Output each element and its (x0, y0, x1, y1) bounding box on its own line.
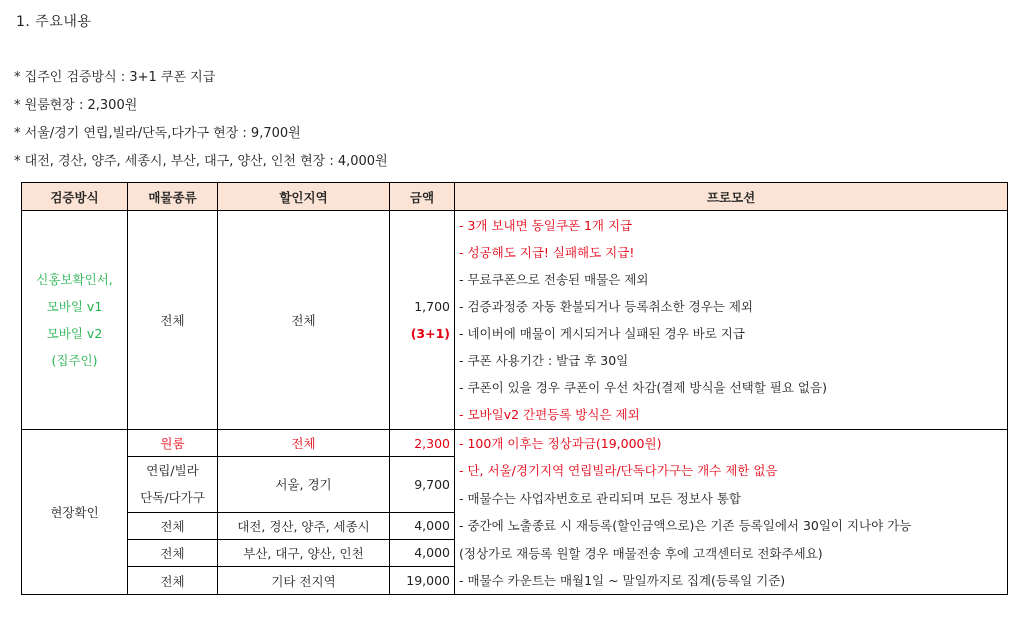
site-region-cell: 서울, 경기 (218, 457, 390, 512)
bullet-oneroom-price: * 원룸현장 : 2,300원 (14, 98, 138, 113)
header-type: 매물종류 (128, 183, 218, 211)
site-region-cell: 대전, 경산, 양주, 세종시 (218, 512, 390, 539)
owner-method-line: 신홍보확인서, (36, 272, 113, 287)
promo-line: (정상가로 재등록 원할 경우 매물전송 후에 고객센터로 전화주세요) (459, 545, 823, 561)
promo-line: - 쿠폰 사용기간 : 발급 후 30일 (459, 353, 629, 368)
site-type-cell: 전체 (128, 567, 218, 595)
site-type-cell: 원룸 (128, 430, 218, 457)
site-type-cell: 전체 (128, 539, 218, 566)
owner-region-cell: 전체 (218, 211, 390, 430)
promo-line: - 성공해도 지급! 실패해도 지급! (459, 245, 635, 260)
bullet-regional-price: * 대전, 경산, 양주, 세종시, 부산, 대구, 양산, 인천 현장 : 4,000원 (14, 154, 388, 169)
site-region-cell: 기타 전지역 (218, 567, 390, 595)
owner-row (22, 211, 1008, 430)
site-method-cell: 현장확인 (22, 430, 128, 595)
site-amount-cell: 4,000 (390, 512, 455, 539)
owner-amount: 1,700 (414, 299, 450, 314)
site-amount-cell: 2,300 (390, 430, 455, 457)
table-header-row (22, 183, 1008, 211)
site-amount-cell: 19,000 (390, 567, 455, 595)
bullet-seoul-gyeonggi-price: * 서울/경기 연립,빌라/단독,다가구 현장 : 9,700원 (14, 126, 301, 141)
owner-method-line: 모바일 v2 (46, 326, 103, 341)
header-region: 할인지역 (218, 183, 390, 211)
promo-line: - 매물수 카운트는 매월1일 ~ 말일까지로 집계(등록일 기준) (459, 572, 786, 588)
promo-line: - 단, 서울/경기지역 연립빌라/단독다가구는 개수 제한 없음 (459, 463, 778, 479)
promo-line: - 중간에 노출종료 시 재등록(할인금액으로)은 기존 등록일에서 30일이 지나야 가능 (459, 518, 912, 534)
site-region-cell: 전체 (218, 430, 390, 457)
header-method: 검증방식 (22, 183, 128, 211)
site-region-cell: 부산, 대구, 양산, 인천 (218, 539, 390, 566)
site-row-oneroom (22, 430, 1008, 457)
promo-line: - 네이버에 매물이 게시되거나 실패된 경우 바로 지급 (459, 326, 745, 341)
promo-line: - 검증과정중 자동 환불되거나 등록취소한 경우는 제외 (459, 299, 754, 314)
promo-line: - 매물수는 사업자번호로 관리되며 모든 정보사 통합 (459, 490, 741, 506)
owner-type-cell: 전체 (128, 211, 218, 430)
owner-amount-cell (390, 211, 455, 430)
summary-bullet-list (14, 67, 388, 179)
site-type-line: 단독/다가구 (140, 490, 205, 506)
header-promotion: 프로모션 (455, 183, 1008, 211)
owner-method-cell (22, 211, 128, 430)
promo-line: - 무료쿠폰으로 전송된 매물은 제외 (459, 272, 649, 287)
site-amount-cell: 9,700 (390, 457, 455, 512)
site-promotion-cell (455, 430, 1008, 595)
owner-promotion-cell (455, 211, 1008, 430)
promo-line: - 100개 이후는 정상과금(19,000원) (459, 436, 662, 451)
promo-line: - 모바일v2 간편등록 방식은 제외 (459, 407, 640, 422)
site-amount-cell: 4,000 (390, 539, 455, 566)
site-type-line: 연립/빌라 (146, 463, 199, 479)
owner-method-line: (집주인) (51, 353, 98, 368)
header-amount: 금액 (390, 183, 455, 211)
bullet-owner-verification: * 집주인 검증방식 : 3+1 쿠폰 지급 (14, 70, 216, 85)
pricing-table (21, 182, 1008, 595)
promo-line: - 쿠폰이 있을 경우 쿠폰이 우선 차감(결제 방식을 선택할 필요 없음) (459, 380, 827, 395)
site-type-cell: 전체 (128, 512, 218, 539)
promo-line: - 3개 보내면 동일쿠폰 1개 지급 (459, 218, 633, 233)
owner-amount-note: (3+1) (410, 326, 450, 341)
owner-method-line: 모바일 v1 (46, 299, 103, 314)
site-type-cell (128, 457, 218, 512)
section-heading: 1. 주요내용 (16, 14, 92, 30)
